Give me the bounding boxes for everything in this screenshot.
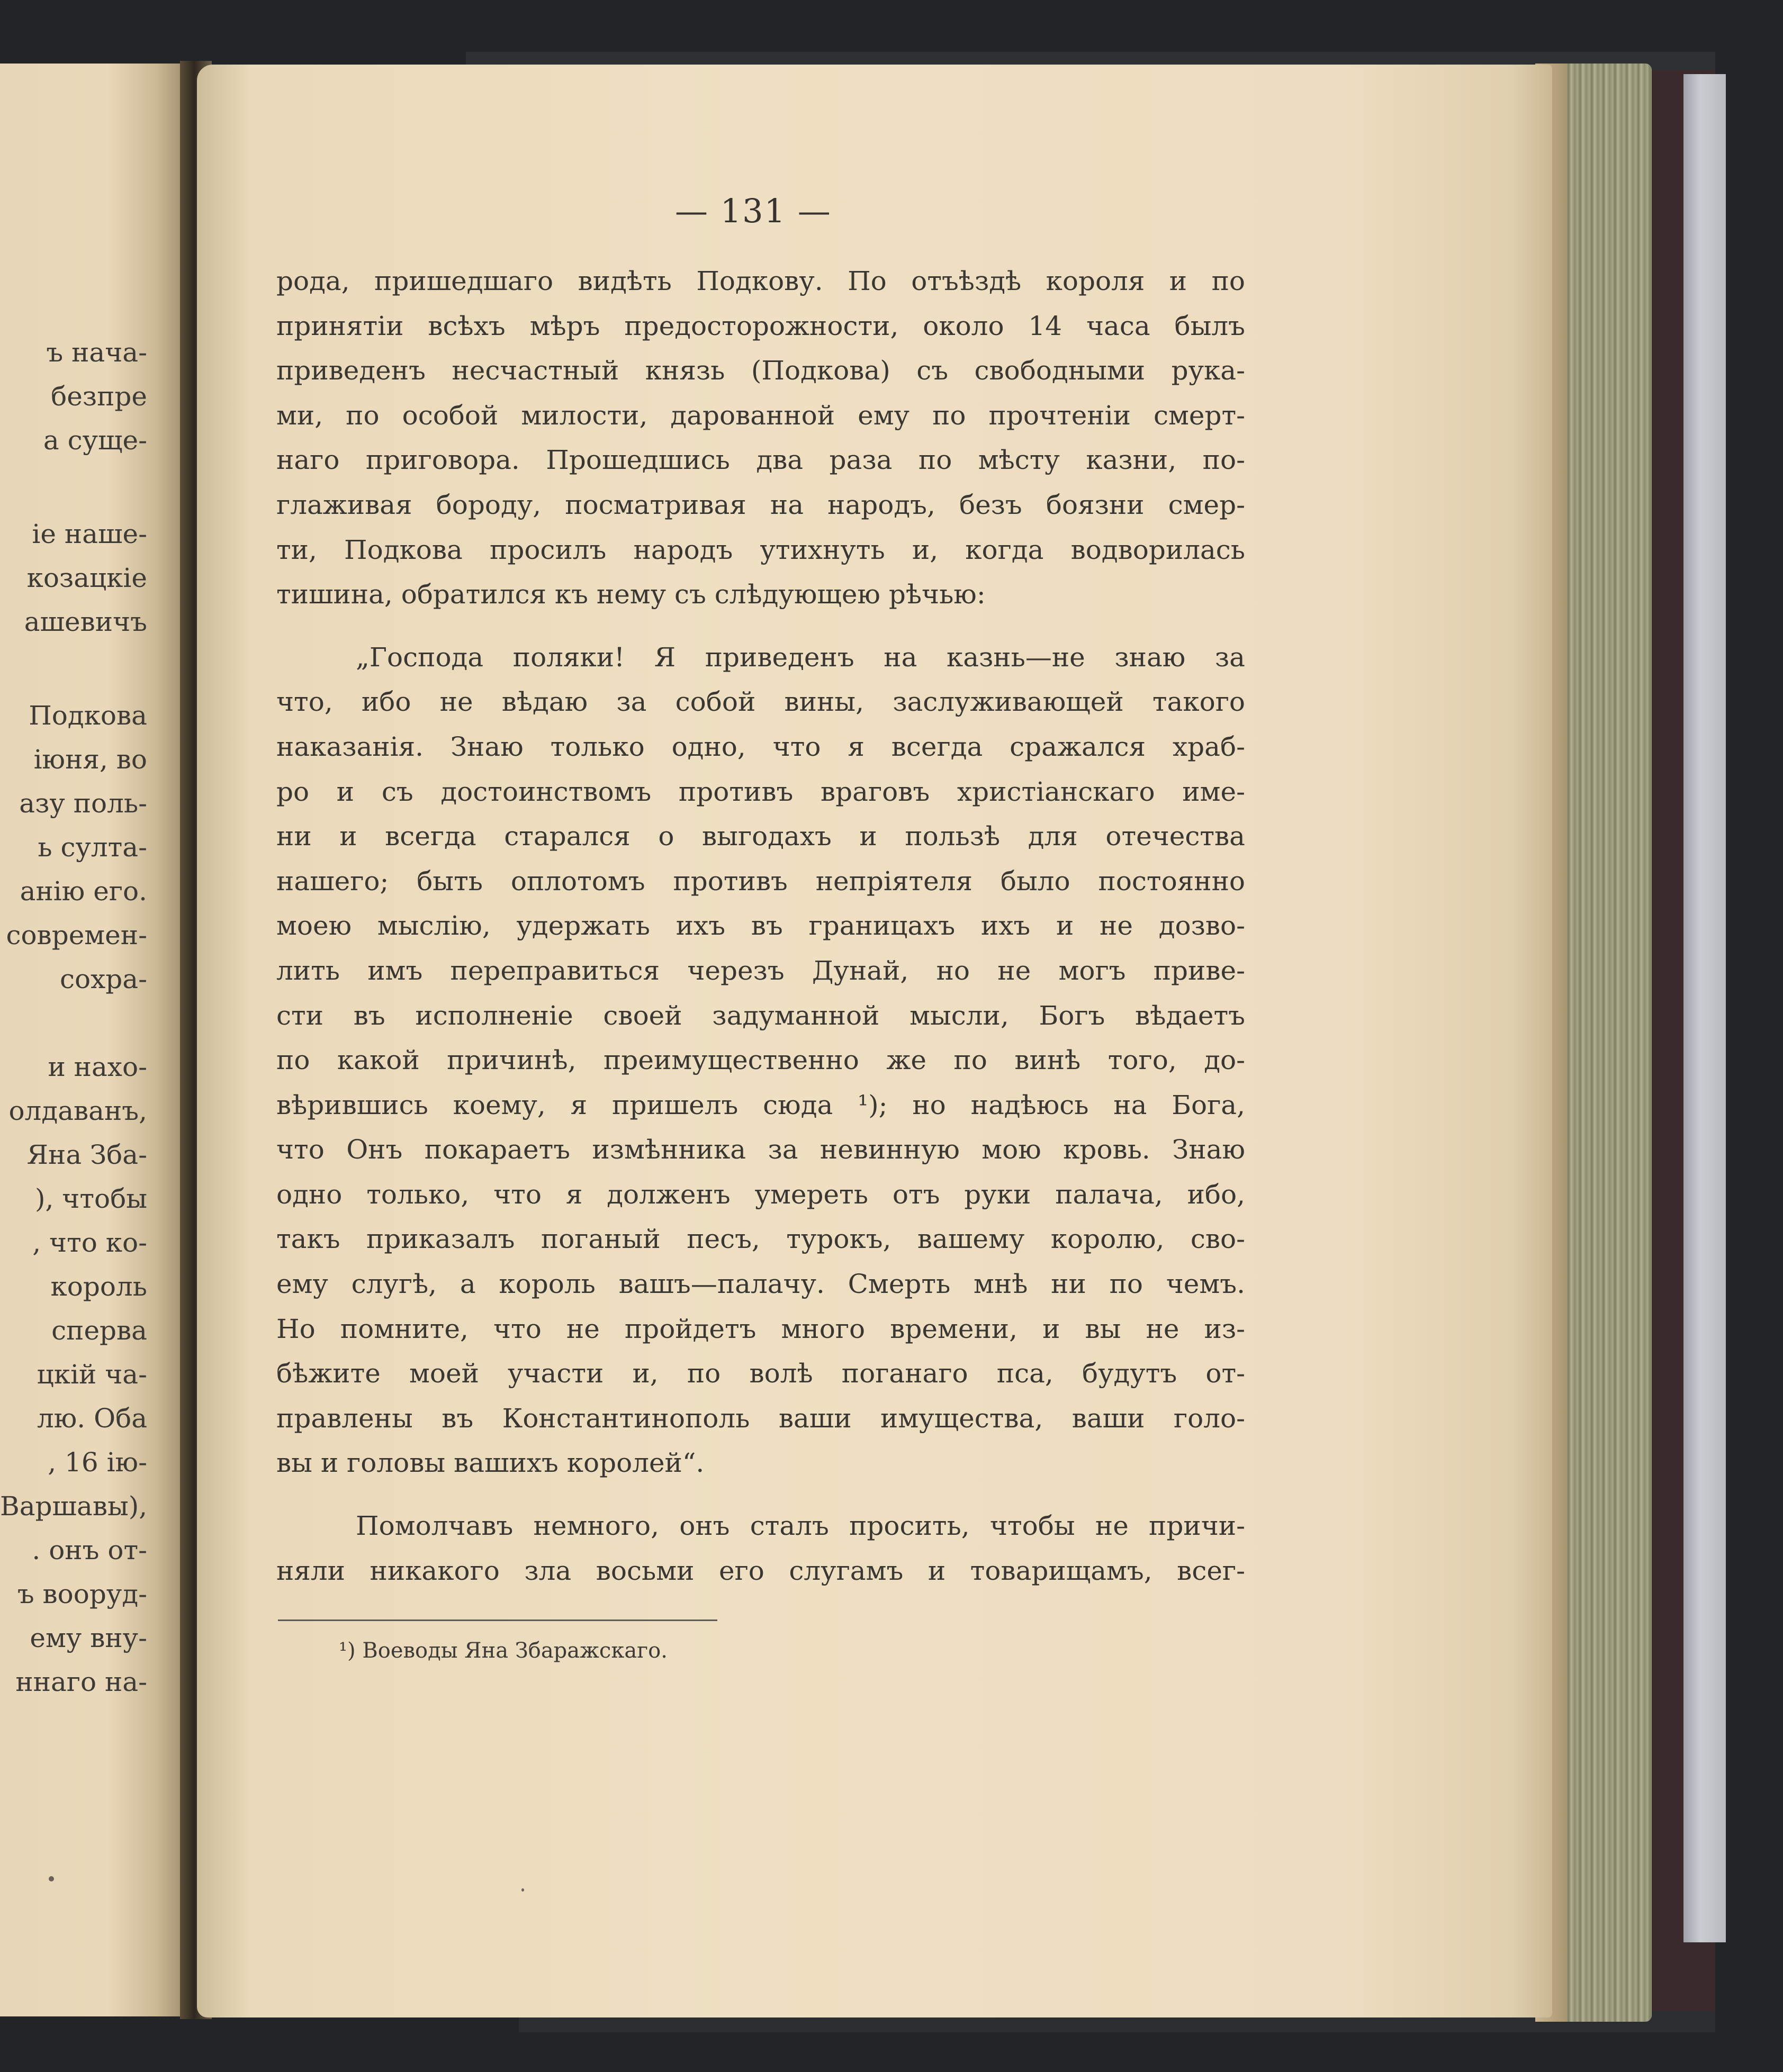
- text-line: приведенъ несчастный князь (Подкова) съ свободными рука-: [276, 355, 1245, 386]
- text-line: бѣжите моей участи и, по волѣ поганаго пса, будутъ от-: [276, 1358, 1245, 1389]
- left-line: и нахо-: [48, 1052, 147, 1082]
- text-line: Помолчавъ немного, онъ сталъ просить, чтобы не причи-: [356, 1510, 1245, 1542]
- text-line: лить имъ переправиться черезъ Дунай, но не могъ приве-: [276, 955, 1245, 986]
- text-line: ти, Подкова просилъ народъ утихнуть и, когда водворилась: [276, 534, 1245, 565]
- left-line: , 16 ію-: [48, 1447, 147, 1478]
- text-line: глаживая бороду, посматривая на народъ, безъ боязни смер-: [276, 489, 1245, 520]
- text-line: что Онъ покараетъ измѣнника за невинную мою кровь. Знаю: [276, 1134, 1245, 1165]
- scanner-support-right: [1683, 74, 1726, 1942]
- left-line: анію его.: [20, 876, 147, 907]
- left-line: олдаванъ,: [8, 1096, 147, 1126]
- text-line: ни и всегда старался о выгодахъ и пользѣ для отечества: [276, 821, 1245, 852]
- left-line: Варшавы),: [0, 1491, 147, 1522]
- text-line: нашего; быть оплотомъ противъ непріятеля было постоянно: [276, 865, 1245, 897]
- text-line: что, ибо не вѣдаю за собой вины, заслуживающей такого: [276, 686, 1245, 718]
- left-line: король: [50, 1271, 147, 1302]
- text-line: сти въ исполненіе своей задуманной мысли, Богъ вѣдаетъ: [276, 1000, 1245, 1031]
- footnote: ¹) Воеводы Яна Збаражскаго.: [339, 1639, 668, 1663]
- text-line: моею мыслію, удержать ихъ въ границахъ ихъ и не дозво-: [276, 910, 1245, 942]
- left-line: лю. Оба: [37, 1403, 147, 1434]
- text-line: по какой причинѣ, преимущественно же по винѣ того, до-: [276, 1045, 1245, 1076]
- left-line: , что ко-: [32, 1227, 147, 1258]
- text-line: ми, по особой милости, дарованной ему по прочтеніи смерт-: [276, 400, 1245, 431]
- left-line: Подкова: [29, 700, 147, 731]
- left-line: ему вну-: [30, 1623, 147, 1653]
- text-line: вѣрившись коему, я пришелъ сюда ¹); но надѣюсь на Бога,: [276, 1089, 1245, 1120]
- left-line: сперва: [51, 1315, 147, 1346]
- page-body: [276, 266, 1245, 1600]
- page-number: — 131 —: [675, 192, 832, 230]
- text-line: наго приговора. Прошедшись два раза по мѣсту казни, по-: [276, 445, 1245, 476]
- text-line: такъ приказалъ поганый песъ, турокъ, вашему королю, сво-: [276, 1224, 1245, 1255]
- text-line: ему слугѣ, а король вашъ—палачу. Смерть мнѣ ни по чемъ.: [276, 1269, 1245, 1300]
- text-line: ро и съ достоинствомъ противъ враговъ христіанскаго име-: [276, 776, 1245, 807]
- left-line: сохра-: [59, 964, 147, 994]
- footnote-rule: [278, 1619, 717, 1621]
- left-line: [0, 1001, 147, 1045]
- text-line: вы и головы вашихъ королей“.: [276, 1447, 705, 1479]
- left-line: безпре: [51, 381, 147, 412]
- paper-speck: [521, 1888, 524, 1892]
- left-line: Яна Зба-: [26, 1139, 147, 1170]
- text-line: правлены въ Константинополь ваши имущества, ваши голо-: [276, 1403, 1245, 1434]
- left-line: козацкіе: [26, 563, 147, 593]
- left-line: а суще-: [43, 425, 147, 456]
- left-line: ), чтобы: [34, 1183, 147, 1214]
- text-line: принятіи всѣхъ мѣръ предосторожности, около 14 часа былъ: [276, 310, 1245, 341]
- left-page: [0, 64, 196, 2016]
- text-line: рода, пришедшаго видѣть Подкову. По отъѣздѣ короля и по: [276, 266, 1245, 296]
- paper-speck: [49, 1876, 54, 1881]
- left-line: ъ нача-: [46, 337, 147, 368]
- left-line: ашевичъ: [24, 607, 147, 637]
- left-line: азу поль-: [19, 788, 147, 819]
- left-line: іе наше-: [32, 519, 147, 549]
- text-line: тишина, обратился къ нему съ слѣдующею рѣчью:: [276, 579, 986, 610]
- left-line: ъ вооруд-: [17, 1579, 147, 1609]
- left-line: ннаго на-: [15, 1667, 147, 1697]
- left-line: . онъ от-: [32, 1535, 147, 1566]
- left-line: цкій ча-: [37, 1359, 147, 1390]
- text-line: одно только, что я долженъ умереть отъ руки палача, ибо,: [276, 1179, 1245, 1210]
- left-line: современ-: [6, 920, 147, 951]
- text-line: „Господа поляки! Я приведенъ на казнь—не знаю за: [356, 641, 1245, 673]
- text-line: наказанія. Знаю только одно, что я всегда сражался храб-: [276, 731, 1245, 762]
- text-line: няли никакого зла восьми его слугамъ и товарищамъ, всег-: [276, 1555, 1245, 1586]
- text-line: Но помните, что не пройдетъ много времени, и вы не из-: [276, 1313, 1245, 1344]
- left-line: іюня, во: [33, 744, 147, 775]
- left-line: ь султа-: [38, 832, 147, 863]
- left-page-text: [0, 331, 147, 1704]
